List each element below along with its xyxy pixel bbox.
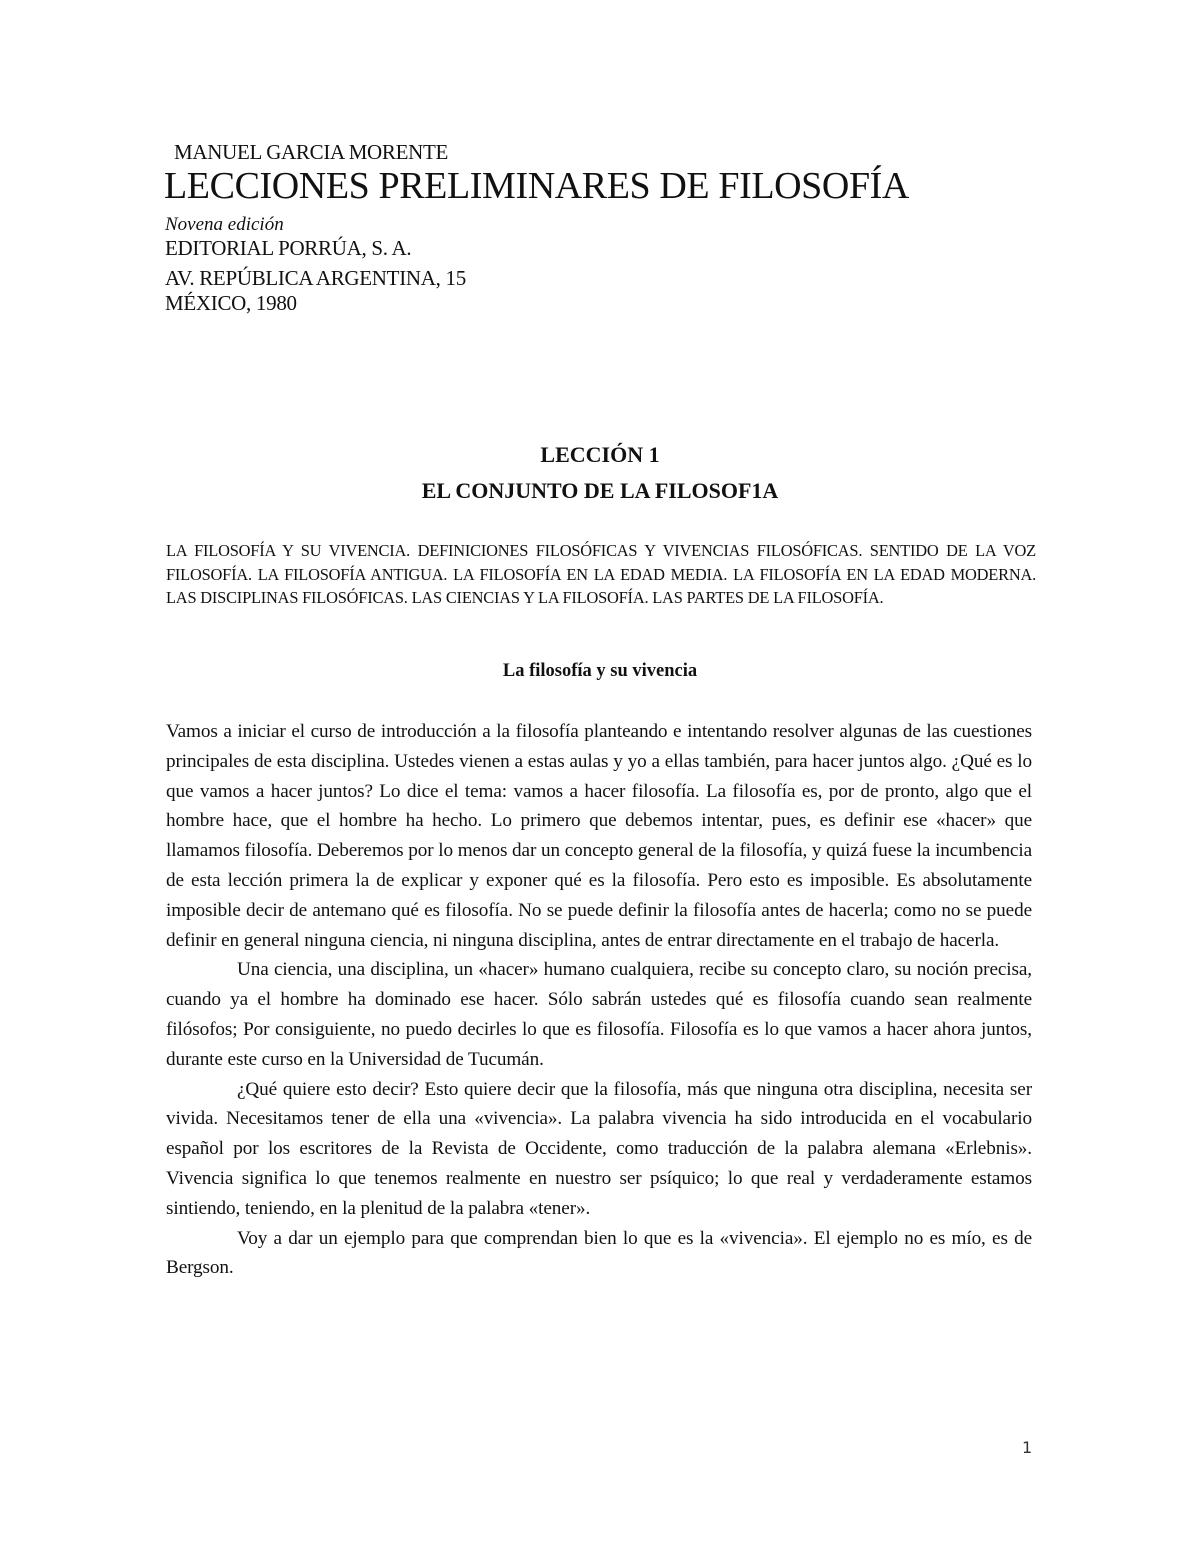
city-year-line: MÉXICO, 1980 <box>165 291 297 315</box>
author-name: MANUEL GARCIA MORENTE <box>174 140 449 164</box>
lesson-summary: LA FILOSOFÍA Y SU VIVENCIA. DEFINICIONES FILOSÓFICAS Y VIVENCIAS FILOSÓFICAS. SENTIDO DE LA VOZ FILOSOFÍA. LA FILOSOFÍA ANTIGUA. LA FILOSOFÍA EN LA EDAD MEDIA. LA FILOSOFÍA EN LA EDAD MODERNA. LAS DISCIPLINAS FILOSÓFICAS. LAS CIENCIAS Y LA FILOSOFÍA. LAS PARTES DE LA FILOSOFÍA. <box>166 541 1036 607</box>
address-line: AV. REPÚBLICA ARGENTINA, 15 <box>165 266 466 290</box>
publisher-line: EDITORIAL PORRÚA, S. A. <box>165 236 412 260</box>
paragraph: ¿Qué quiere esto decir? Esto quiere decir que la filosofía, más que ninguna otra disciplina, necesita ser vivida. Necesitamos tener de ella una «vivencia». La palabra vivencia ha sido introducida en el vocabulario español por los escritores de la Revista de Occidente, como traducción de la palabra alemana «Erlebnis». Vivencia significa lo que tenemos realmente en nuestro ser psíquico; lo que real y verdaderamente estamos sintiendo, teniendo, en la plenitud de la palabra «tener». <box>166 1078 1032 1219</box>
paragraph: Una ciencia, una disciplina, un «hacer» humano cualquiera, recibe su concepto claro, su noción precisa, cuando ya el hombre ha dominado ese hacer. Sólo sabrán ustedes qué es filosofía cuando sean realmente filósofos; Por consiguiente, no puedo decirles lo que es filosofía. Filosofía es lo que vamos a hacer ahora juntos, durante este curso en la Universidad de Tucumán. <box>166 959 1032 1070</box>
book-title: LECCIONES PRELIMINARES DE FILOSOFÍA <box>164 165 909 207</box>
paragraph: Vamos a iniciar el curso de introducción a la filosofía planteando e intentando resolver algunas de las cuestiones principales de esta disciplina. Ustedes vienen a estas aulas y yo a ellas también, para hacer juntos algo. ¿Qué es lo que vamos a hacer juntos? Lo dice el tema: vamos a hacer filosofía. La filosofía es, por de pronto, algo que el hombre hace, que el hombre ha hecho. Lo primero que debemos intentar, pues, es definir ese «hacer» que llamamos filosofía. Deberemos por lo menos dar un concepto general de la filosofía, y quizá fuese la incumbencia de esta lección primera la de explicar y exponer qué es la filosofía. Pero esto es imposible. Es absolutamente imposible decir de antemano qué es filosofía. No se puede definir la filosofía antes de hacerla; como no se puede definir en general ninguna ciencia, ni ninguna disciplina, antes de entrar directamente en el trabajo de hacerla. <box>166 721 1032 951</box>
page-number: 1 <box>1022 1438 1033 1457</box>
body-text <box>166 717 1032 1283</box>
lesson-number: LECCIÓN 1 <box>540 442 660 467</box>
paragraph: Voy a dar un ejemplo para que comprendan bien lo que es la «vivencia». El ejemplo no es mío, es de Bergson. <box>166 1227 1032 1279</box>
section-title: La filosofía y su vivencia <box>502 661 698 681</box>
lesson-title: EL CONJUNTO DE LA FILOSOF1A <box>421 478 779 503</box>
edition-label: Novena edición <box>165 214 284 235</box>
